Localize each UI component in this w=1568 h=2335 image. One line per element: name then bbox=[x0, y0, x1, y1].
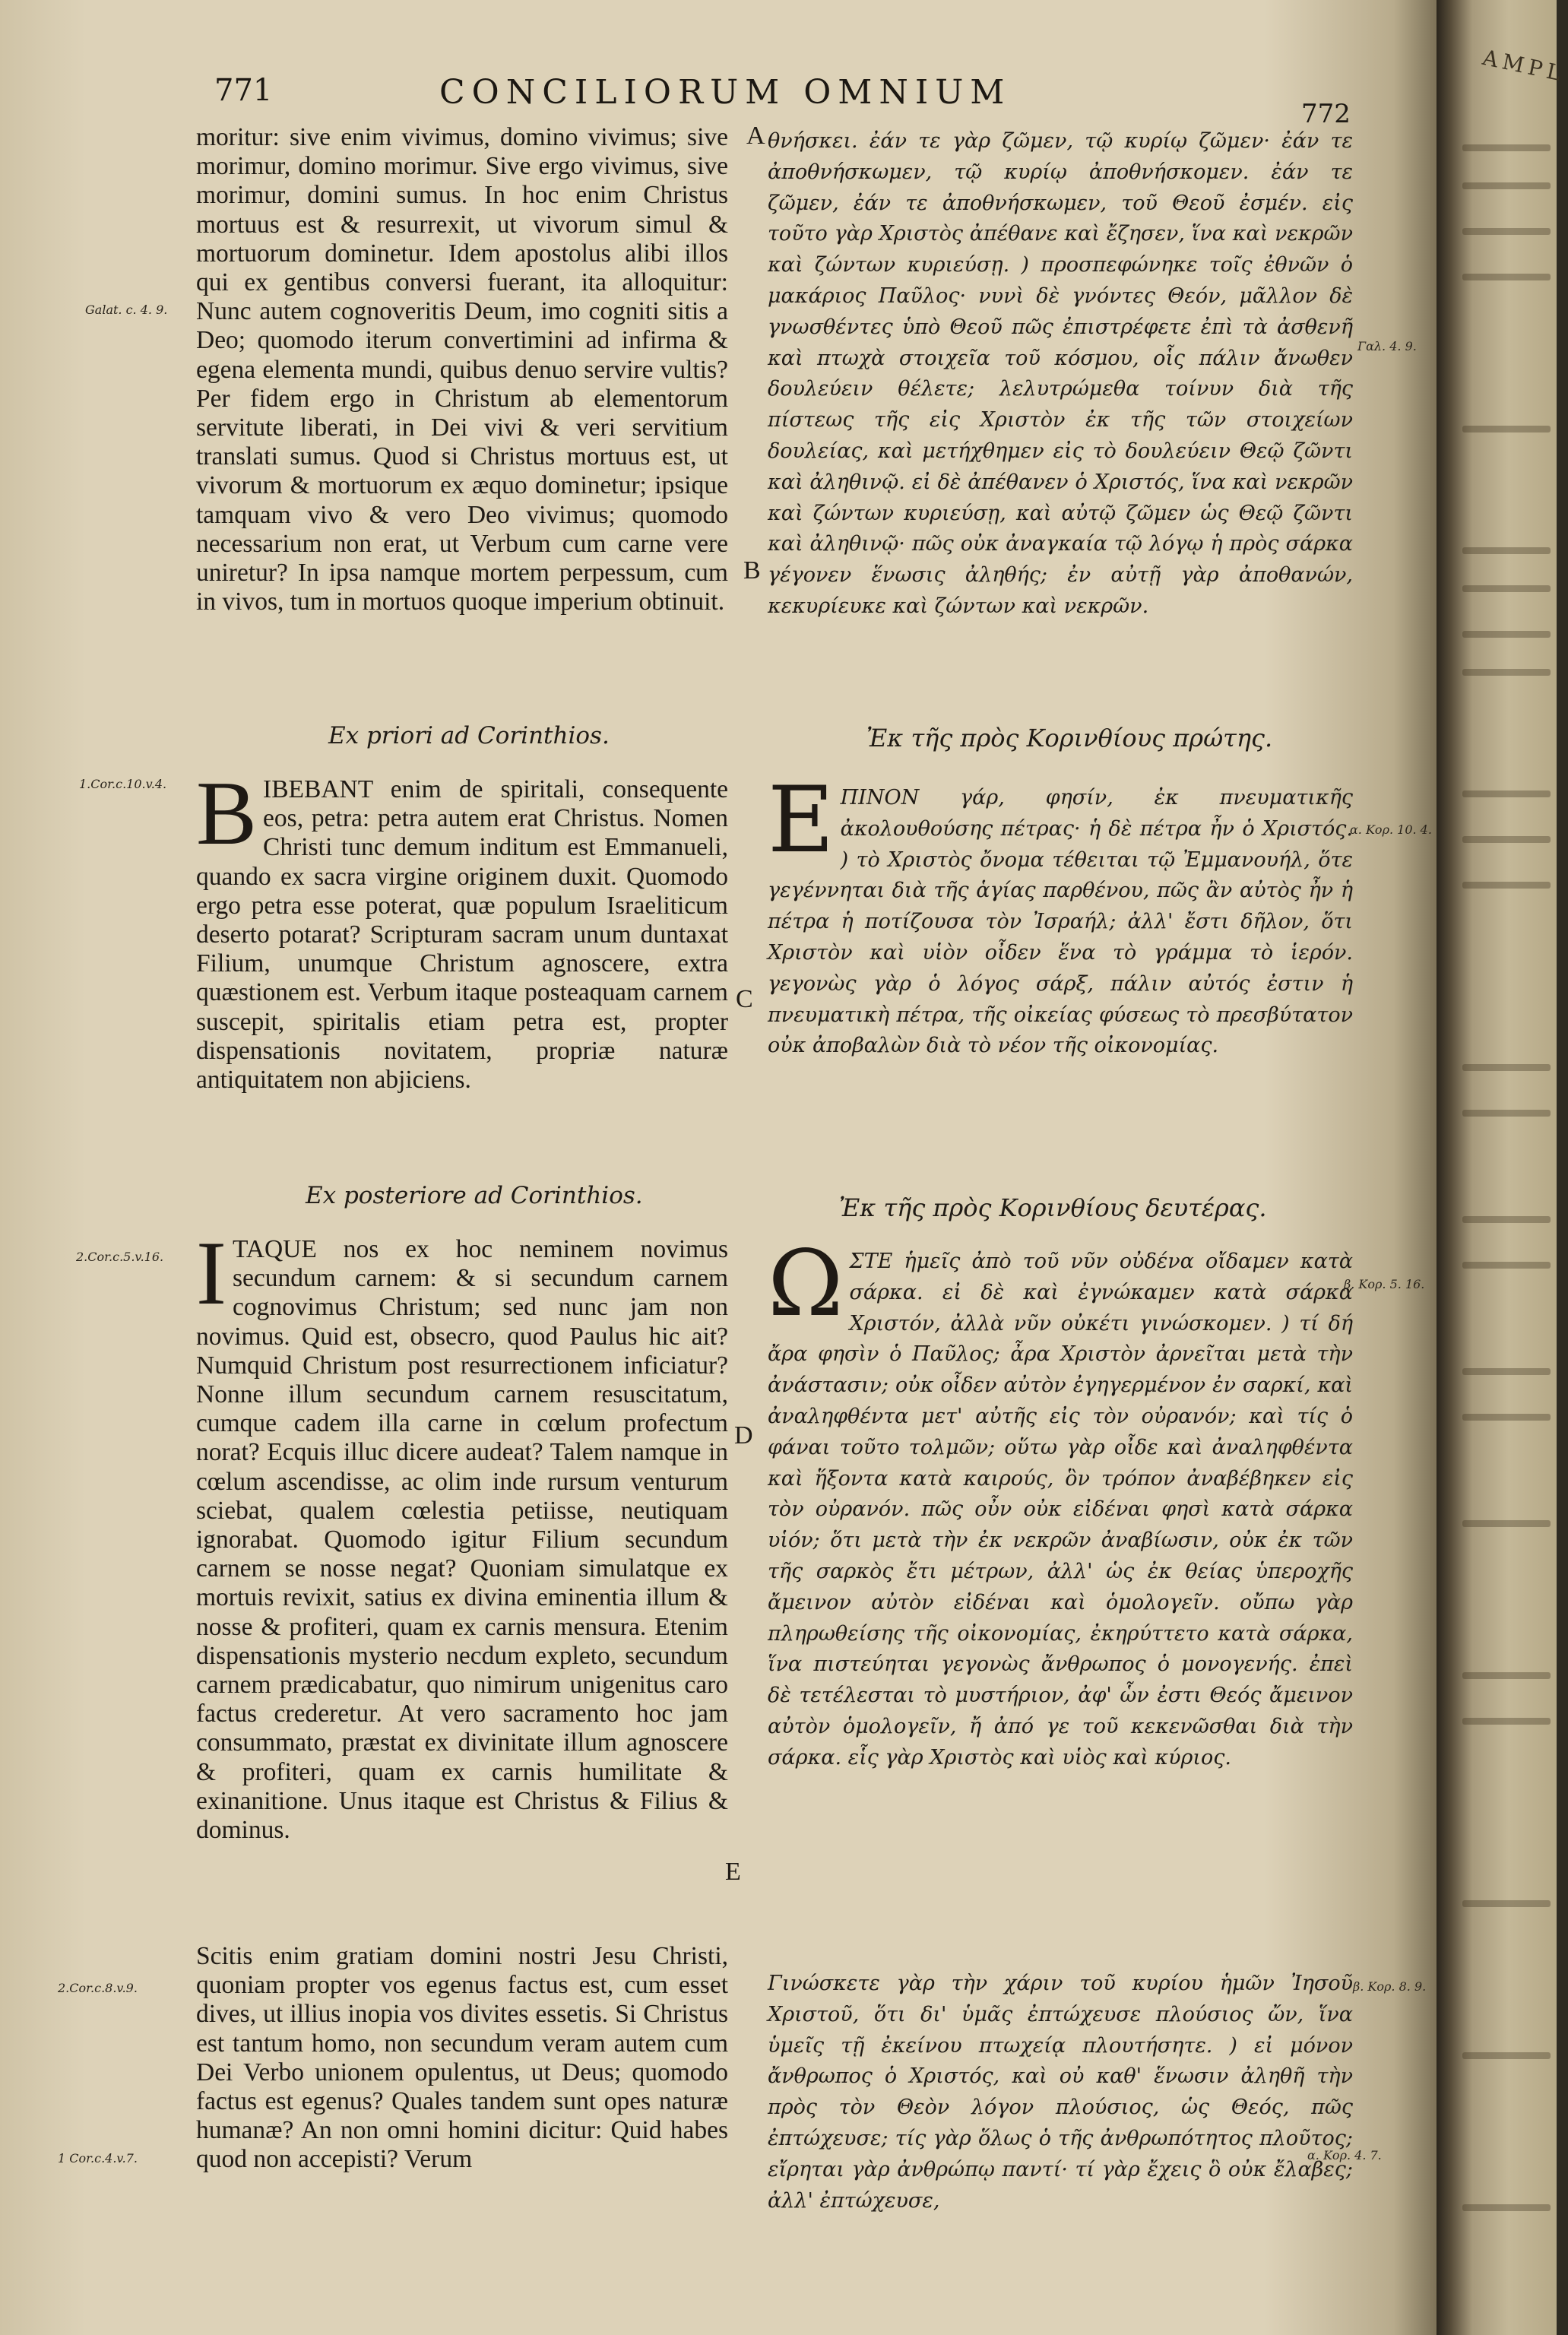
section-letter: C bbox=[736, 985, 753, 1013]
latin-paragraph: moritur: sive enim vivimus, domino vivimus; sive morimur, domino morimur. Sive ergo vivimus, sive morimur, domini sumus. In hoc enim Christus mortuus est & resurrexit, ut vivorum simul & mortuorum dominetur. Idem apostolus alibi illos qui ex gentibus conversi fuerant, ita alloquitur: Nunc autem cognoveritis Deum, imo cogniti sitis a Deo; quomodo iterum convertimini ad infirma & egena elementa mundi, quibus denuo servire vultis? Per fidem ergo in Christum ab elementorum servitute liberati, in Dei vivi & veri servitium translati sumus. Quod si Christus mortuus est, ut vivorum & mortuorum ex æquo dominetur; ipsique tamquam vivo & vero Deo vivimus; quomodo necessarium non erat, ut Verbum cum carne vere uniretur? In ipsa namque mortem perpessum, cum in vivos, tum in mortuos quoque imperium obtinuit. bbox=[196, 123, 728, 616]
latin-column-section2 bbox=[196, 1222, 728, 1919]
latin-section-title: Ex posteriore ad Corinthios. bbox=[306, 1182, 643, 1209]
margin-reference: 2.Cor.c.5.v.16. bbox=[76, 1250, 164, 1264]
margin-reference: Galat. c. 4. 9. bbox=[85, 303, 168, 317]
section-letter: B bbox=[743, 556, 761, 585]
margin-reference: β. Κορ. 5. 16. bbox=[1344, 1277, 1425, 1291]
text-line bbox=[1462, 1718, 1551, 1725]
text-line bbox=[1462, 1414, 1551, 1421]
text-line bbox=[1462, 274, 1551, 280]
latin-paragraph: TAQUE nos ex hoc neminem novimus secundum carnem: & si secundum carnem cognovimus Christum; sed nunc jam non novimus. Quid est, obsecro, quod Paulus hic ait? Numquid Christum post resurrectionem inficiatur? Nonne illum secundum carnem resuscitatum, cumque cadem illa carne in cœlum profectum norat? Ecquis illuc dicere audeat? Talem namque in cœlum ascendisse, ac olim inde rursum venturum sciebat, qualem cœlestia petiisse, neutiquam ignorabat. Quomodo igitur Filium secundum carnem se nosse negat? Quoniam simulatque ex mortuis revixit, satius ex divina eminentia illum & nosse & profiteri, quam ex carnis mensura. Etenim dispensationis mysterio necdum expleto, secundum carnem prædicabatur, quo nimirum unigenitus caro factus crederetur. At vero sacramento hoc jam consummato, præstat ex divinitate illum agnoscere & profiteri, quam ex carnis humilitate & exinanitione. Unus itaque est Christus & Filius & dominus. bbox=[196, 1235, 728, 1845]
text-line bbox=[1462, 790, 1551, 797]
greek-paragraph: ΣΤΕ ἡμεῖς ἀπὸ τοῦ νῦν οὐδένα οἴδαμεν κατὰ σάρκα. εἰ δὲ καὶ ἐγνώκαμεν κατὰ σάρκα Χριστόν, ἀλλὰ νῦν οὐκέτι γινώσκομεν. ) τί δή ἄρα φησὶν ὁ Παῦλος; ἆρα Χριστὸν ἀρνεῖται μετὰ τὴν ἀνάστασιν; οὐκ οἶδεν αὐτὸν ἐγηγερμένον ἐν σαρκί, καὶ ἀναληφθέντα μετ' αὐτῆς εἰς τὸν οὐρανόν; καὶ τίς ὁ φάναι τοῦτο τολμῶν; οὕτω γὰρ οἶδε καὶ ἀναληφθέντα καὶ ἥξοντα κατὰ καιρούς, ὃν τρόπον ἀναβέβηκεν εἰς τὸν οὐρανόν. πῶς οὖν οὐκ εἰδέναι φησὶ κατὰ σάρκα υἱόν; ὅτι μετὰ τὴν ἐκ νεκρῶν ἀναβίωσιν, οὐκ ἐκ τῶν τῆς σαρκὸς ἔτι μέτρων, ἀλλ' ὡς ἐκ θείας ὑπεροχῆς ἄμεινον αὐτὸν εἰδέναι καὶ ὁμολογεῖν. οὔπω γὰρ πληρωθείσης τῆς οἰκονομίας, ἐκηρύττετο κατὰ σάρκα, ἵνα πιστεύηται γεγονὼς ἄνθρωπος ὁ μονογενής. ἐπεὶ δὲ τετέλεσται τὸ μυστήριον, ἀφ' ὧν ἐστι Θεός ἄμεινον αὐτὸν ὁμολογεῖν, ἤ ἀπό γε τοῦ κεκενῶσθαι διὰ τὴν σάρκα. εἷς γὰρ Χριστὸς καὶ υἱὸς καὶ κύριος. bbox=[768, 1250, 1353, 1769]
latin-section-title: Ex priori ad Corinthios. bbox=[328, 722, 610, 749]
text-line bbox=[1462, 1110, 1551, 1117]
margin-reference: 2.Cor.c.8.v.9. bbox=[58, 1981, 138, 1995]
greek-paragraph: ΠΙΝΟΝ γάρ, φησίν, ἐκ πνευματικῆς ἀκολουθούσης πέτρας· ἡ δὲ πέτρα ἦν ὁ Χριστός. ) τὸ Χριστὸς ὄνομα τέθειται τῷ Ἐμμανουήλ, ὅτε γεγέννηται διὰ τῆς ἁγίας παρθένου, πῶς ἂν αὐτὸς ἦν ἡ πέτρα ἡ ποτίζουσα τὸν Ἰσραήλ; ἀλλ' ἔστι δῆλον, ὅτι Χριστὸν καὶ υἱὸν οἶδεν ἕνα τὸ γράμμα τὸ ἱερόν. γεγονὼς γὰρ ὁ λόγος σάρξ, πάλιν αὐτός ἐστιν ἡ πνευματικὴ πέτρα, τῆς οἰκείας φύσεως τὸ πρεσβύτατον οὐκ ἀποβαλὼν διὰ τὸ νέον τῆς οἰκονομίας. bbox=[768, 786, 1353, 1058]
text-line bbox=[1462, 2052, 1551, 2059]
text-line bbox=[1462, 585, 1551, 592]
margin-reference: 1.Cor.c.10.v.4. bbox=[79, 777, 167, 791]
greek-column-section2 bbox=[768, 1231, 1353, 1915]
text-line bbox=[1462, 2204, 1551, 2211]
drop-cap: B bbox=[196, 762, 258, 863]
latin-paragraph: IBEBANT enim de spiritali, consequente eos, petra: petra autem erat Christus. Nomen Christi tunc demum inditum est Emmanueli, quando ex sacra virgine originem duxit. Quomodo ergo petra esse poterat, quæ populum Israeliticum deserto potarat? Scripturam sacram unum duntaxat Filium, unumque Christum agnoscere, extra quæstionem est. Verbum itaque posteaquam carnem suscepit, spiritalis etiam petra est, propter dispensationis novitatem, propriæ naturæ antiquitatem non abjiciens. bbox=[196, 775, 728, 1095]
page-number-right: 772 bbox=[1301, 99, 1351, 129]
latin-column-section2b bbox=[196, 1942, 728, 2292]
greek-paragraph: θνήσκει. ἐάν τε γὰρ ζῶμεν, τῷ κυρίῳ ζῶμεν· ἐάν τε ἀποθνήσκωμεν, τῷ κυρίῳ ἀποθνήσκομεν. ἐάν τε ζῶμεν, ἐάν τε ἀποθνήσκωμεν, τοῦ Θεοῦ ἐσμέν. εἰς τοῦτο γὰρ Χριστὸς ἀπέθανε καὶ ἔζησεν, ἵνα καὶ νεκρῶν καὶ ζώντων κυριεύσῃ. ) προσπεφώνηκε τοῖς ἐθνῶν ὁ μακάριος Παῦλος· νυνὶ δὲ γνόντες Θεόν, μᾶλλον δὲ γνωσθέντες ὑπὸ Θεοῦ πῶς ἐπιστρέφετε ἐπὶ τὰ ἀσθενῆ καὶ πτωχὰ στοιχεῖα τοῦ κόσμου, οἷς πάλιν ἄνωθεν δουλεύειν θέλετε; λελυτρώμεθα τοίνυν διὰ τῆς πίστεως τῆς εἰς Χριστὸν ἐκ τῆς τῶν στοιχείων δουλείας, καὶ μετήχθημεν εἰς τὸ δουλεύειν Θεῷ ζῶντι καὶ ἀληθινῷ. εἰ δὲ ἀπέθανεν ὁ Χριστός, ἵνα καὶ νεκρῶν καὶ ζώντων κυριεύσῃ, καὶ αὐτῷ ζῶμεν ὡς Θεῷ ζῶντι καὶ ἀληθινῷ· πῶς οὐκ ἀναγκαία τῷ λόγῳ ἡ πρὸς σάρκα γέγονεν ἕνωσις ἀληθής; ἐν αὐτῇ γὰρ ἀποθανών, κεκυρίευκε καὶ ζώντων καὶ νεκρῶν. bbox=[768, 129, 1353, 618]
running-title: CONCILIORUM OMNIUM bbox=[439, 73, 1012, 112]
greek-column-section2b bbox=[768, 1969, 1353, 2318]
greek-column-section1 bbox=[768, 768, 1353, 1155]
page-number-left: 771 bbox=[214, 73, 273, 108]
text-line bbox=[1462, 631, 1551, 638]
section-letter: E bbox=[725, 1858, 741, 1886]
facing-page-heading: AMPL bbox=[1480, 44, 1568, 87]
text-line bbox=[1462, 144, 1551, 151]
text-line bbox=[1462, 836, 1551, 843]
text-line bbox=[1462, 1216, 1551, 1223]
latin-column-block1 bbox=[196, 123, 728, 697]
text-line bbox=[1462, 1900, 1551, 1907]
facing-page-edge bbox=[1437, 0, 1568, 2335]
text-line bbox=[1462, 882, 1551, 889]
drop-cap: I bbox=[196, 1222, 226, 1323]
greek-paragraph: Γινώσκετε γὰρ τὴν χάριν τοῦ κυρίου ἡμῶν Ἰησοῦ Χριστοῦ, ὅτι δι' ὑμᾶς ἐπτώχευσε πλούσιος ὤν, ἵνα ὑμεῖς τῇ ἐκείνου πτωχείᾳ πλουτήσητε. ) εἰ μόνον ἄνθρωπος ὁ Χριστός, καὶ οὐ καθ' ἕνωσιν ἀληθῆ τὴν πρὸς τὸν Θεὸν λόγον πλούσιος, ὡς Θεός, πῶς ἐπτώχευσε; τίς γὰρ ὅλως ὁ τῆς ἀνθρωπότητος πλοῦτος; εἴρηται γὰρ ἀνθρώπῳ παντί· τί γὰρ ἔχεις ὃ οὐκ ἔλαβες; ἀλλ' ἐπτώχευσε, bbox=[768, 1972, 1353, 2213]
text-line bbox=[1462, 426, 1551, 432]
section-letter: A bbox=[746, 122, 765, 150]
margin-reference: 1 Cor.c.4.v.7. bbox=[58, 2151, 138, 2165]
text-line bbox=[1462, 228, 1551, 235]
text-line bbox=[1462, 669, 1551, 676]
margin-reference: α. Κορ. 10. 4. bbox=[1350, 822, 1432, 837]
greek-column-block1 bbox=[768, 126, 1353, 696]
margin-reference: α. Κορ. 4. 7. bbox=[1307, 2148, 1382, 2162]
margin-reference: Γαλ. 4. 9. bbox=[1357, 339, 1417, 353]
drop-cap: Ω bbox=[768, 1231, 844, 1337]
latin-paragraph: Scitis enim gratiam domini nostri Jesu Christi, quoniam propter vos egenus factus est, cum esset dives, ut illius inopia vos divites essetis. Si Christus est tantum homo, non secundum veram autem cum Dei Verbo unionem opulentus, ut Deus; quomodo factus est egenus? Quales tandem sunt opes naturæ humanæ? An non omni homini dicitur: Quid habes quod non accepisti? Verum bbox=[196, 1942, 728, 2174]
text-line bbox=[1462, 1520, 1551, 1527]
greek-section-title: Ἐκ τῆς πρὸς Κορινθίους πρώτης. bbox=[866, 724, 1273, 752]
text-line bbox=[1462, 182, 1551, 189]
text-line bbox=[1462, 1064, 1551, 1071]
latin-column-section1 bbox=[196, 762, 728, 1155]
text-line bbox=[1462, 547, 1551, 554]
text-line bbox=[1462, 1368, 1551, 1375]
text-line bbox=[1462, 1262, 1551, 1269]
drop-cap: Ε bbox=[768, 768, 835, 873]
section-letter: D bbox=[734, 1421, 753, 1449]
margin-reference: β. Κορ. 8. 9. bbox=[1353, 1979, 1427, 1994]
greek-section-title: Ἐκ τῆς πρὸς Κορινθίους δευτέρας. bbox=[839, 1193, 1267, 1222]
text-line bbox=[1462, 1672, 1551, 1679]
